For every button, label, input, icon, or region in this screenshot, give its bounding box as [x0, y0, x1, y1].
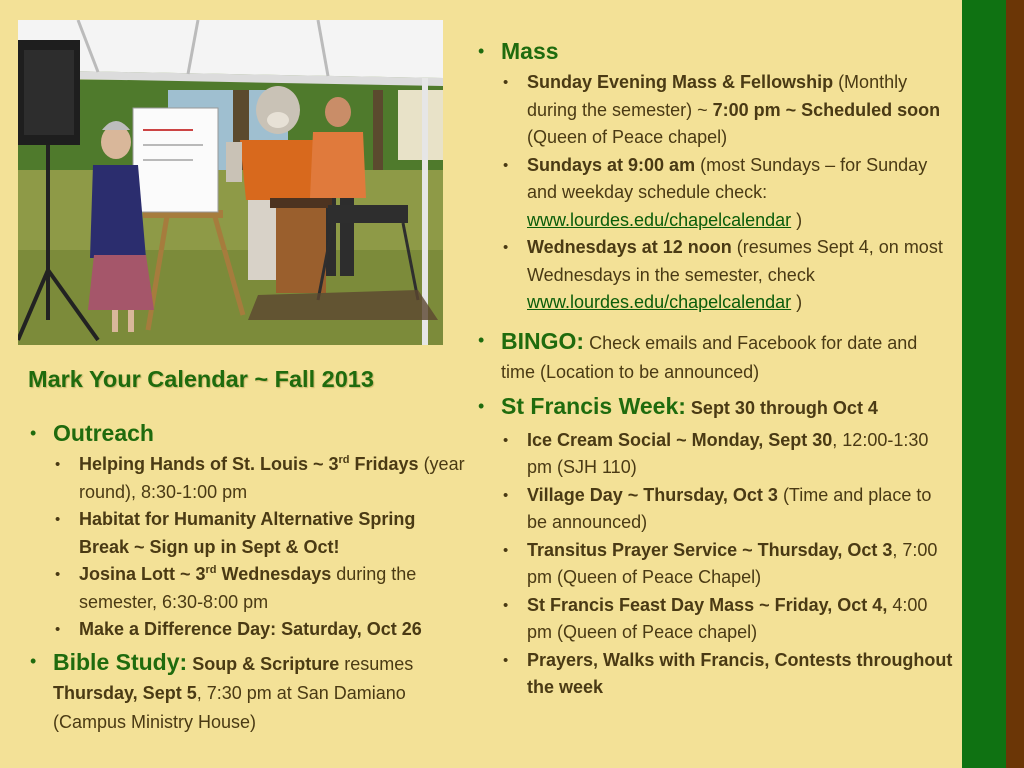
mass-section — [478, 38, 953, 317]
bullet-icon: • — [55, 511, 61, 528]
list-item: • Sundays at 9:00 am (most Sundays – for Sunday and weekday schedule check: www.lourdes.edu/chapelcalendar ) — [501, 152, 953, 235]
bullet-icon: • — [55, 621, 61, 638]
left-event-list — [30, 420, 470, 743]
list-item: • Make a Difference Day: Saturday, Oct 26 — [53, 616, 470, 644]
chapel-calendar-link[interactable]: www.lourdes.edu/chapelcalendar — [527, 209, 792, 230]
st-francis-title: St Francis Week: — [501, 392, 686, 419]
list-item: • Habitat for Humanity Alternative Spring Break ~ Sign up in Sept & Oct! — [53, 506, 470, 561]
decorative-green-bar — [962, 0, 1006, 768]
list-item: • Josina Lott ~ 3rd Wednesdays during the semester, 6:30-8:00 pm — [53, 561, 470, 616]
chapel-calendar-link[interactable]: www.lourdes.edu/chapelcalendar — [527, 292, 792, 312]
bullet-icon: • — [55, 456, 61, 473]
bullet-icon: • — [503, 74, 509, 91]
mass-list — [501, 69, 953, 317]
bullet-icon: • — [55, 566, 61, 583]
bullet-icon: • — [478, 41, 485, 61]
bullet-icon: • — [503, 486, 509, 504]
list-item: • Village Day ~ Thursday, Oct 3 (Time and place to be announced) — [501, 482, 953, 537]
bible-study-section: • Bible Study: Soup & Scripture resumes Thursday, Sept 5, 7:30 pm at San Damiano (Campus Ministry House) — [30, 648, 414, 732]
bullet-icon: • — [30, 650, 37, 671]
outreach-title: Outreach — [53, 420, 154, 446]
outreach-list — [53, 451, 470, 644]
bullet-icon: • — [503, 596, 509, 614]
page-title: Mark Your Calendar ~ Fall 2013 — [28, 366, 374, 392]
bullet-icon: • — [503, 651, 509, 669]
list-item: • Helping Hands of St. Louis ~ 3rd Fridays (year round), 8:30-1:00 pm — [53, 451, 470, 506]
list-item: • Ice Cream Social ~ Monday, Sept 30, 12:00-1:30 pm (SJH 110) — [501, 427, 953, 482]
bullet-icon: • — [503, 239, 509, 256]
list-item: • St Francis Feast Day Mass ~ Friday, Oct 4, 4:00 pm (Queen of Peace chapel) — [501, 592, 953, 647]
outreach-section — [30, 420, 470, 644]
st-francis-list — [501, 427, 953, 702]
list-item: • Transitus Prayer Service ~ Thursday, Oct 3, 7:00 pm (Queen of Peace Chapel) — [501, 537, 953, 592]
bullet-icon: • — [503, 156, 509, 174]
bullet-icon: • — [478, 329, 485, 350]
mass-title: Mass — [501, 38, 559, 64]
st-francis-section: • St Francis Week: Sept 30 through Oct 4 • Ice Cream Social ~ Monday, Sept 30, 12:00-1:30 pm (SJH 110) • Village Day ~ Thursday, Oct 3 (Time and place to be announced) • Transitus Prayer Service ~ Thursday, Oct 3, 7:00 pm (Queen of Peace Chapel) • St Francis Feast Day Mass ~ Friday, Oct 4, 4:00 pm (Queen of Peace chapel) • Prayers, Walks with Francis, Contests throughout the week — [478, 393, 953, 702]
event-photo — [18, 20, 443, 345]
list-item: • Wednesdays at 12 noon (resumes Sept 4, on most Wednesdays in the semester, check www.lourdes.edu/chapelcalendar ) — [501, 234, 953, 317]
bible-study-title: Bible Study: — [53, 648, 188, 675]
bingo-title: BINGO: — [501, 327, 585, 354]
bullet-icon: • — [503, 431, 509, 449]
bullet-icon: • — [30, 423, 37, 443]
bingo-section: • BINGO: Check emails and Facebook for date and time (Location to be announced) — [478, 327, 918, 382]
bullet-icon: • — [503, 541, 509, 559]
bullet-icon: • — [478, 395, 485, 416]
decorative-brown-bar — [1006, 0, 1024, 768]
right-event-list — [478, 38, 953, 708]
list-item: • Sunday Evening Mass & Fellowship (Monthly during the semester) ~ 7:00 pm ~ Scheduled soon (Queen of Peace chapel) — [501, 69, 953, 152]
list-item: • Prayers, Walks with Francis, Contests throughout the week — [501, 647, 953, 702]
